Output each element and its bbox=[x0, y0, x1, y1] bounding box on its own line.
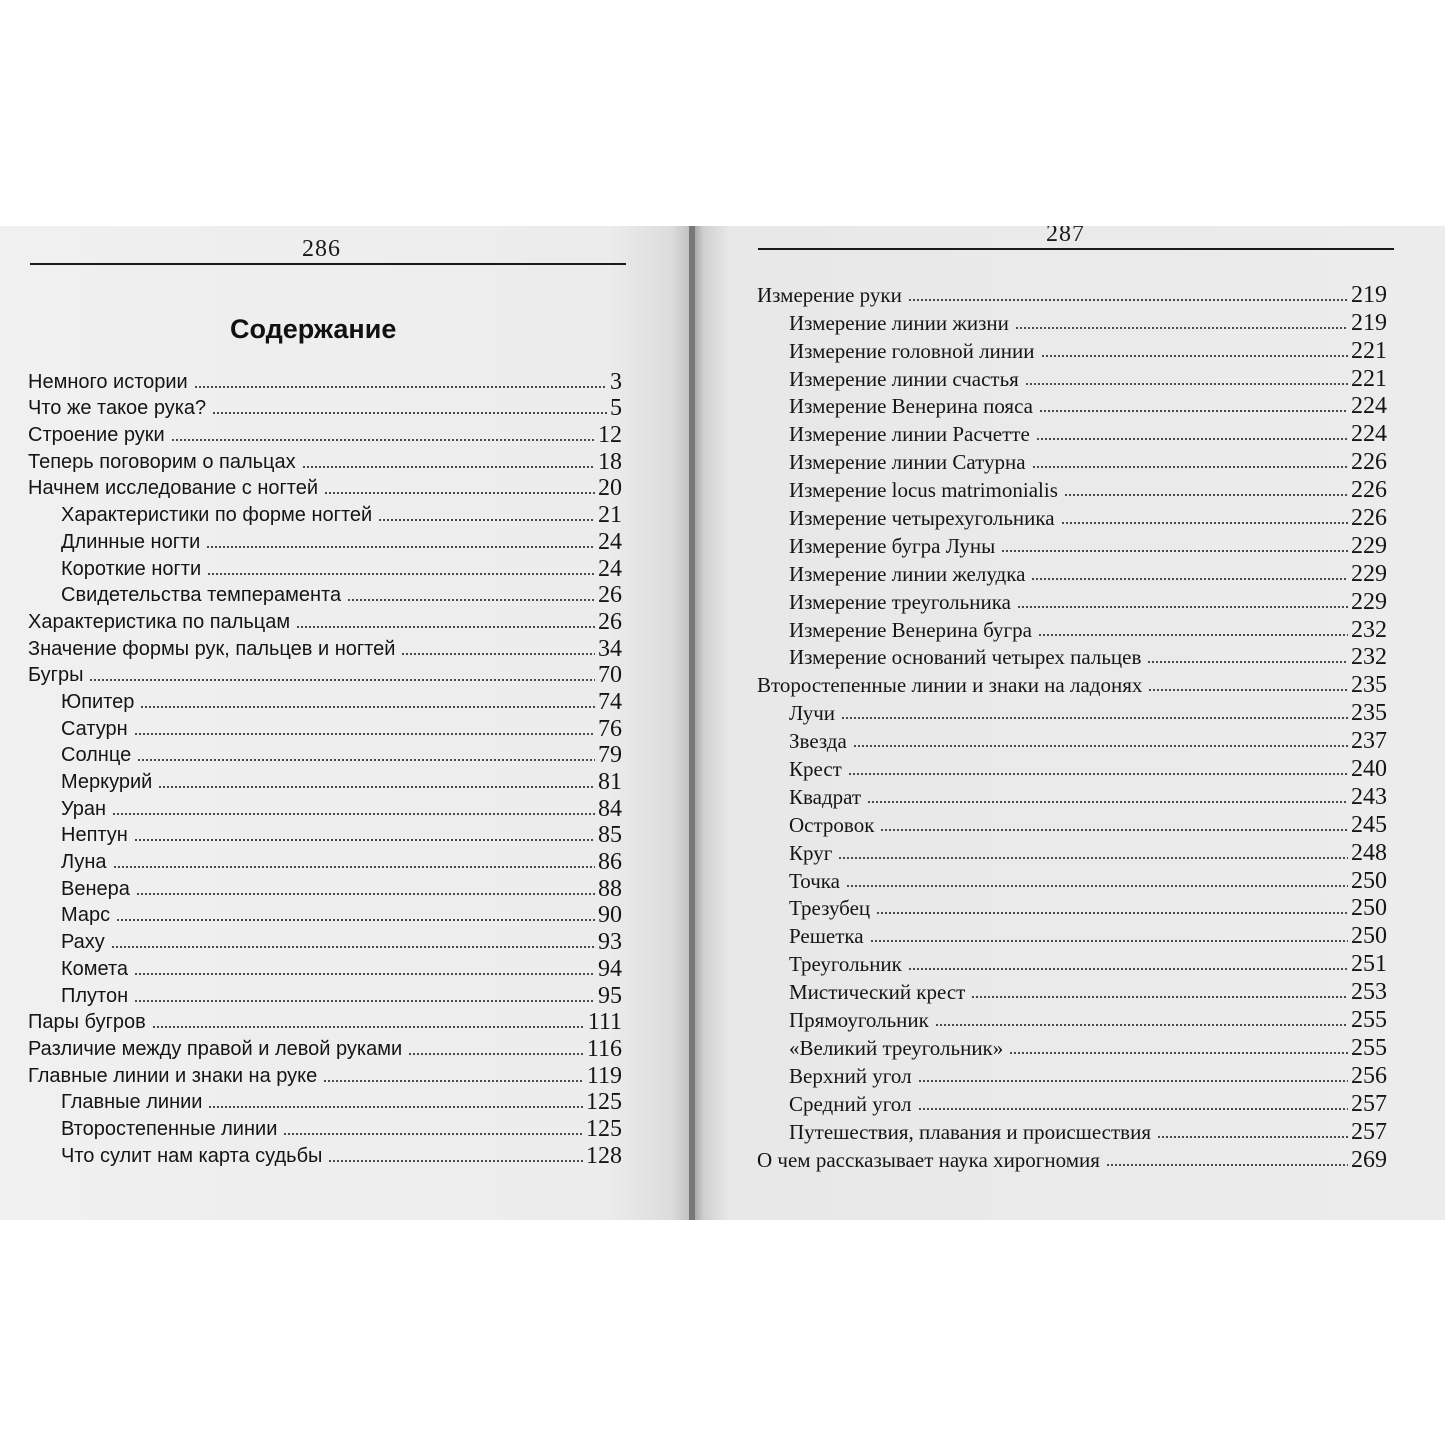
toc-entry-page: 125 bbox=[586, 1115, 622, 1142]
toc-entry-title: О чем рассказывает наука хирогномия bbox=[757, 1147, 1100, 1172]
toc-entry-page: 226 bbox=[1351, 449, 1387, 476]
toc-list bbox=[28, 366, 622, 1167]
toc-entry bbox=[757, 334, 1387, 362]
dot-leader bbox=[116, 919, 595, 921]
dot-leader bbox=[876, 912, 1348, 914]
dot-leader bbox=[113, 866, 595, 868]
toc-entry bbox=[28, 633, 622, 660]
toc-entry-title: Что же такое рука? bbox=[28, 397, 207, 420]
toc-entry-page: 243 bbox=[1351, 783, 1387, 810]
toc-entry-page: 20 bbox=[598, 475, 622, 502]
toc-entry-title: Треугольник bbox=[789, 952, 902, 977]
toc-entry-title: Измерение линии Сатурна bbox=[789, 450, 1026, 475]
dot-leader bbox=[935, 1024, 1348, 1026]
toc-entry-title: Трезубец bbox=[789, 896, 871, 921]
toc-entry-title: Характеристика по пальцам bbox=[28, 610, 291, 633]
dot-leader bbox=[206, 546, 595, 548]
toc-entry bbox=[28, 1033, 622, 1060]
toc-entry-title: Бугры bbox=[28, 664, 84, 687]
toc-entry-page: 255 bbox=[1351, 1034, 1387, 1061]
dot-leader bbox=[158, 786, 595, 788]
toc-entry-page: 116 bbox=[586, 1035, 622, 1062]
toc-entry-page: 85 bbox=[598, 822, 622, 849]
dot-leader bbox=[378, 519, 595, 521]
dot-leader bbox=[134, 973, 595, 975]
toc-entry bbox=[28, 1007, 622, 1034]
dot-leader bbox=[1017, 606, 1348, 608]
dot-leader bbox=[1001, 550, 1348, 552]
dot-leader bbox=[1041, 355, 1348, 357]
toc-entry-title: Верхний угол bbox=[789, 1063, 912, 1088]
dot-leader bbox=[1032, 466, 1348, 468]
toc-entry-page: 229 bbox=[1351, 532, 1387, 559]
toc-entry-page: 251 bbox=[1351, 951, 1387, 978]
right-page bbox=[692, 226, 1445, 1220]
dot-leader bbox=[1039, 410, 1348, 412]
header-rule bbox=[758, 248, 1394, 250]
toc-entry-title: «Великий треугольник» bbox=[789, 1035, 1004, 1060]
dot-leader bbox=[134, 733, 595, 735]
toc-entry-title: Мистический крест bbox=[789, 980, 966, 1005]
dot-leader bbox=[137, 759, 595, 761]
toc-entry-title: Значение формы рук, пальцев и ногтей bbox=[28, 637, 396, 660]
dot-leader bbox=[838, 857, 1348, 859]
dot-leader bbox=[1157, 1136, 1348, 1138]
toc-entry-title: Свидетельства темперамента bbox=[61, 584, 342, 607]
toc-entry-title: Измерение locus matrimonialis bbox=[789, 478, 1058, 503]
toc-entry bbox=[757, 362, 1387, 390]
toc-entry-title: Измерение линии Расчетте bbox=[789, 422, 1030, 447]
dot-leader bbox=[171, 439, 595, 441]
dot-leader bbox=[140, 706, 595, 708]
dot-leader bbox=[971, 996, 1348, 998]
dot-leader bbox=[302, 466, 595, 468]
toc-entry bbox=[28, 766, 622, 793]
page-number: 286 bbox=[302, 236, 341, 262]
toc-entry-page: 229 bbox=[1351, 560, 1387, 587]
dot-leader bbox=[194, 386, 607, 388]
toc-entry bbox=[757, 836, 1387, 864]
toc-entry-title: Измерение оснований четырех пальцев bbox=[789, 645, 1142, 670]
toc-entry-title: Измерение бугра Луны bbox=[789, 533, 996, 558]
toc-entry bbox=[28, 740, 622, 767]
toc-entry bbox=[757, 613, 1387, 641]
toc-entry-page: 235 bbox=[1351, 672, 1387, 699]
toc-entry-title: Измерение линии жизни bbox=[789, 310, 1009, 335]
dot-leader bbox=[283, 1133, 583, 1135]
toc-entry-title: Точка bbox=[789, 868, 840, 893]
toc-entry-page: 125 bbox=[586, 1089, 622, 1116]
toc-entry-title: Островок bbox=[789, 812, 875, 837]
toc-entry bbox=[757, 696, 1387, 727]
toc-entry-page: 232 bbox=[1351, 644, 1387, 671]
toc-entry-page: 24 bbox=[598, 555, 622, 582]
toc-entry-page: 26 bbox=[598, 582, 622, 609]
dot-leader bbox=[908, 968, 1348, 970]
toc-entry-title: Юпитер bbox=[61, 690, 135, 713]
toc-entry bbox=[28, 926, 622, 956]
dot-leader bbox=[136, 893, 595, 895]
toc-entry bbox=[757, 1031, 1387, 1059]
toc-entry-page: 221 bbox=[1351, 365, 1387, 392]
toc-entry bbox=[28, 473, 622, 500]
toc-entry-page: 257 bbox=[1351, 1118, 1387, 1145]
toc-entry-page: 88 bbox=[598, 875, 622, 902]
dot-leader bbox=[1038, 634, 1348, 636]
toc-entry bbox=[757, 1115, 1387, 1143]
toc-entry bbox=[28, 1140, 622, 1167]
toc-entry bbox=[28, 873, 622, 900]
toc-entry-title: Плутон bbox=[61, 984, 129, 1007]
dot-leader bbox=[853, 745, 1348, 747]
toc-entry-title: Теперь поговорим о пальцах bbox=[28, 450, 296, 473]
book-gutter bbox=[689, 226, 695, 1220]
toc-entry bbox=[28, 526, 622, 553]
toc-entry-page: 119 bbox=[586, 1062, 622, 1089]
toc-entry-page: 24 bbox=[598, 528, 622, 555]
toc-entry-title: Звезда bbox=[789, 729, 847, 754]
toc-entry bbox=[757, 445, 1387, 476]
toc-entry bbox=[757, 752, 1387, 783]
toc-entry-page: 224 bbox=[1351, 393, 1387, 420]
toc-entry-title: Различие между правой и левой руками bbox=[28, 1037, 403, 1060]
dot-leader bbox=[848, 773, 1348, 775]
toc-entry bbox=[28, 980, 622, 1007]
toc-entry-title: Раху bbox=[61, 931, 105, 954]
toc-entry bbox=[757, 1059, 1387, 1087]
toc-entry bbox=[757, 1143, 1387, 1171]
toc-entry-title: Главные линии и знаки на руке bbox=[28, 1064, 318, 1087]
toc-entry-page: 86 bbox=[598, 849, 622, 876]
dot-leader bbox=[1147, 661, 1348, 663]
book-spread bbox=[0, 226, 1445, 1220]
toc-entry bbox=[28, 1113, 622, 1140]
dot-leader bbox=[152, 1026, 585, 1028]
toc-entry-page: 257 bbox=[1351, 1090, 1387, 1117]
toc-entry-page: 111 bbox=[587, 1009, 622, 1036]
dot-leader bbox=[1031, 578, 1348, 580]
toc-entry-title: Комета bbox=[61, 957, 129, 980]
toc-entry-page: 240 bbox=[1351, 756, 1387, 783]
dot-leader bbox=[1036, 438, 1348, 440]
toc-entry-page: 245 bbox=[1351, 811, 1387, 838]
dot-leader bbox=[212, 412, 607, 414]
dot-leader bbox=[323, 1080, 584, 1082]
toc-entry bbox=[28, 499, 622, 529]
dot-leader bbox=[324, 492, 595, 494]
toc-entry-title: Луна bbox=[61, 851, 107, 874]
toc-entry bbox=[28, 393, 622, 420]
toc-entry-title: Средний угол bbox=[789, 1091, 912, 1116]
toc-entry-title: Главные линии bbox=[61, 1091, 203, 1114]
toc-entry-title: Лучи bbox=[789, 701, 836, 726]
left-page bbox=[0, 226, 692, 1220]
toc-entry-title: Короткие ногти bbox=[61, 557, 202, 580]
toc-entry-page: 256 bbox=[1351, 1062, 1387, 1089]
toc-entry-title: Уран bbox=[61, 797, 107, 820]
dot-leader bbox=[880, 829, 1348, 831]
toc-entry bbox=[757, 864, 1387, 892]
dot-leader bbox=[870, 940, 1348, 942]
dot-leader bbox=[1009, 1052, 1348, 1054]
dot-leader bbox=[89, 679, 595, 681]
dot-leader bbox=[134, 839, 595, 841]
toc-entry bbox=[757, 417, 1387, 448]
toc-entry-page: 70 bbox=[598, 662, 622, 689]
toc-entry-page: 269 bbox=[1351, 1146, 1387, 1173]
dot-leader bbox=[208, 1106, 583, 1108]
toc-entry-title: Измерение руки bbox=[757, 282, 902, 307]
toc-entry-page: 255 bbox=[1351, 1007, 1387, 1034]
toc-entry-title: Квадрат bbox=[789, 784, 862, 809]
toc-entry bbox=[28, 419, 622, 449]
toc-entry-title: Путешествия, плавания и происшествия bbox=[789, 1119, 1151, 1144]
toc-entry bbox=[757, 390, 1387, 418]
dot-leader bbox=[112, 813, 595, 815]
toc-entry-page: 94 bbox=[598, 955, 622, 982]
toc-entry bbox=[757, 724, 1387, 755]
dot-leader bbox=[328, 1160, 583, 1162]
toc-entry bbox=[757, 306, 1387, 334]
dot-leader bbox=[918, 1080, 1348, 1082]
toc-entry bbox=[757, 919, 1387, 950]
dot-leader bbox=[867, 801, 1348, 803]
toc-entry-page: 3 bbox=[610, 368, 622, 395]
toc-entry-page: 90 bbox=[598, 902, 622, 929]
dot-leader bbox=[1061, 522, 1348, 524]
toc-entry-page: 221 bbox=[1351, 337, 1387, 364]
header-rule bbox=[30, 263, 626, 265]
toc-entry-page: 226 bbox=[1351, 505, 1387, 532]
toc-entry-title: Прямоугольник bbox=[789, 1008, 929, 1033]
toc-entry-page: 5 bbox=[610, 395, 622, 422]
toc-entry-page: 235 bbox=[1351, 700, 1387, 727]
dot-leader bbox=[408, 1053, 584, 1055]
toc-entry bbox=[28, 820, 622, 847]
toc-entry-page: 224 bbox=[1351, 421, 1387, 448]
dot-leader bbox=[846, 885, 1348, 887]
dot-leader bbox=[918, 1108, 1349, 1110]
dot-leader bbox=[111, 946, 595, 948]
toc-entry-page: 34 bbox=[598, 635, 622, 662]
toc-entry bbox=[757, 473, 1387, 504]
dot-leader bbox=[841, 717, 1348, 719]
toc-entry-title: Строение руки bbox=[28, 424, 165, 447]
toc-entry-page: 21 bbox=[598, 502, 622, 529]
toc-entry-title: Меркурий bbox=[61, 771, 153, 793]
toc-entry bbox=[28, 580, 622, 607]
toc-entry-title: Измерение треугольника bbox=[789, 589, 1011, 614]
toc-entry bbox=[757, 529, 1387, 557]
toc-entry bbox=[28, 553, 622, 580]
toc-entry-page: 226 bbox=[1351, 477, 1387, 504]
toc-entry-page: 12 bbox=[598, 422, 622, 449]
toc-entry-page: 237 bbox=[1351, 728, 1387, 755]
dot-leader bbox=[1025, 383, 1348, 385]
toc-entry bbox=[28, 366, 622, 393]
toc-entry bbox=[757, 641, 1387, 669]
toc-entry bbox=[757, 808, 1387, 836]
toc-entry bbox=[28, 900, 622, 927]
toc-entry bbox=[757, 1087, 1387, 1115]
toc-entry-page: 81 bbox=[598, 769, 622, 795]
toc-entry bbox=[28, 686, 622, 713]
toc-entry-title: Венера bbox=[61, 877, 130, 900]
toc-entry bbox=[28, 846, 622, 876]
toc-entry-page: 219 bbox=[1351, 309, 1387, 336]
toc-entry-title: Измерение линии желудка bbox=[789, 561, 1026, 586]
toc-entry-title: Измерение Венерина пояса bbox=[789, 394, 1033, 419]
page-number: 287 bbox=[1046, 226, 1085, 247]
toc-entry-title: Начнем исследование с ногтей bbox=[28, 477, 319, 500]
toc-entry-title: Нептун bbox=[61, 824, 128, 847]
toc-entry-title: Круг bbox=[789, 840, 833, 865]
toc-entry-page: 26 bbox=[598, 608, 622, 635]
toc-entry-title: Марс bbox=[61, 904, 111, 927]
dot-leader bbox=[1148, 689, 1348, 691]
toc-entry-title: Решетка bbox=[789, 924, 864, 949]
toc-entry-title: Немного истории bbox=[28, 370, 188, 393]
toc-entry-title: Длинные ногти bbox=[61, 530, 201, 553]
dot-leader bbox=[347, 599, 595, 601]
toc-entry-title: Что сулит нам карта судьбы bbox=[61, 1144, 323, 1167]
toc-entry-page: 229 bbox=[1351, 588, 1387, 615]
toc-entry-title: Второстепенные линии и знаки на ладонях bbox=[757, 673, 1143, 698]
toc-entry bbox=[28, 606, 622, 633]
toc-entry bbox=[757, 668, 1387, 699]
toc-entry-page: 128 bbox=[586, 1142, 622, 1169]
toc-entry-page: 250 bbox=[1351, 895, 1387, 922]
dot-leader bbox=[1064, 494, 1348, 496]
dot-leader bbox=[134, 1000, 595, 1002]
toc-entry-page: 248 bbox=[1351, 839, 1387, 866]
toc-entry bbox=[28, 660, 622, 687]
dot-leader bbox=[296, 626, 595, 628]
toc-entry-page: 84 bbox=[598, 795, 622, 822]
toc-entry-page: 253 bbox=[1351, 979, 1387, 1006]
toc-entry-page: 95 bbox=[598, 982, 622, 1009]
toc-entry-page: 232 bbox=[1351, 616, 1387, 643]
toc-entry bbox=[28, 446, 622, 473]
toc-entry-title: Характеристики по форме ногтей bbox=[61, 504, 373, 527]
toc-entry bbox=[28, 713, 622, 740]
toc-entry-page: 250 bbox=[1351, 867, 1387, 894]
toc-entry-title: Крест bbox=[789, 757, 842, 782]
toc-entry bbox=[28, 793, 622, 820]
toc-entry bbox=[757, 557, 1387, 585]
toc-entry bbox=[28, 953, 622, 980]
toc-entry-title: Второстепенные линии bbox=[61, 1117, 278, 1140]
dot-leader bbox=[401, 653, 595, 655]
toc-entry bbox=[757, 892, 1387, 920]
dot-leader bbox=[1015, 327, 1348, 329]
dot-leader bbox=[908, 299, 1348, 301]
toc-entry-page: 76 bbox=[598, 715, 622, 742]
toc-entry bbox=[28, 1060, 622, 1087]
toc-entry-title: Измерение четырехугольника bbox=[789, 506, 1055, 531]
toc-entry-page: 74 bbox=[598, 688, 622, 715]
toc-entry bbox=[757, 975, 1387, 1006]
toc-entry-title: Сатурн bbox=[61, 717, 128, 740]
toc-entry-page: 79 bbox=[598, 742, 622, 769]
toc-entry bbox=[757, 1003, 1387, 1034]
toc-entry-title: Солнце bbox=[61, 744, 132, 767]
toc-entry bbox=[28, 1087, 622, 1114]
toc-entry-page: 250 bbox=[1351, 923, 1387, 950]
toc-entry-title: Измерение головной линии bbox=[789, 338, 1035, 363]
toc-entry bbox=[757, 585, 1387, 613]
toc-entry bbox=[757, 501, 1387, 532]
toc-entry-page: 18 bbox=[598, 448, 622, 475]
toc-list bbox=[757, 278, 1387, 1171]
toc-entry-title: Измерение линии счастья bbox=[789, 366, 1019, 391]
toc-entry-title: Измерение Венерина бугра bbox=[789, 617, 1032, 642]
toc-entry bbox=[757, 947, 1387, 978]
toc-entry-title: Пары бугров bbox=[28, 1011, 146, 1034]
toc-entry bbox=[757, 780, 1387, 808]
toc-entry-page: 219 bbox=[1351, 281, 1387, 308]
dot-leader bbox=[207, 573, 595, 575]
toc-entry-page: 93 bbox=[598, 929, 622, 956]
dot-leader bbox=[1106, 1164, 1348, 1166]
toc-entry bbox=[757, 278, 1387, 306]
toc-heading: Содержание bbox=[230, 314, 397, 344]
